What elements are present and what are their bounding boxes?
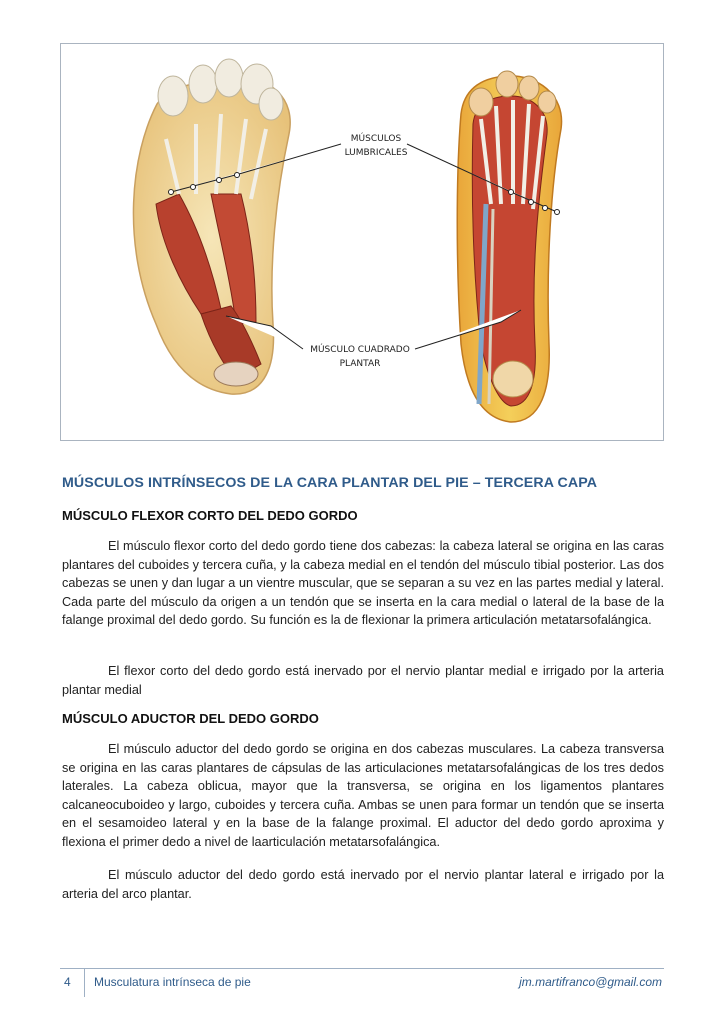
label-lumbricales-line2: LUMBRICALES [344, 148, 408, 158]
foot-illustrations [61, 44, 665, 442]
label-cuadrado-plantar [305, 343, 415, 371]
paragraph-flexor-corto-2: El flexor corto del dedo gordo está inervado por el nervio plantar medial e irrigado por la arteria plantar medial [62, 664, 664, 697]
heading-flexor-corto: MÚSCULO FLEXOR CORTO DEL DEDO GORDO [62, 508, 358, 523]
paragraph-aductor-2: El músculo aductor del dedo gordo está inervado por el nervio plantar lateral e irrigado por la arteria del arco plantar. [62, 868, 664, 901]
label-cuadrado-line2: PLANTAR [339, 359, 381, 369]
section-title: MÚSCULOS INTRÍNSECOS DE LA CARA PLANTAR DEL PIE – TERCERA CAPA [62, 475, 598, 491]
heading-aductor: MÚSCULO ADUCTOR DEL DEDO GORDO [62, 711, 319, 726]
paragraph-flexor-corto-1: El músculo flexor corto del dedo gordo tiene dos cabezas: la cabeza lateral se origina en las caras plantares del cuboides y tercera cuña, y la cabeza medial en el tendón del músculo tibial posterior. Las dos cabezas se unen y dan lugar a un vientre muscular, que se separan a su vez en las partes medial y lateral. Cada parte del músculo da origen a un tendón que se inserta en la cara medial o lateral de la base de la falange proximal del dedo gordo. Su función es la de flexionar la primera articulación metatarsofalángica. [62, 539, 664, 628]
paragraph-aductor-1: El músculo aductor del dedo gordo se origina en dos cabezas musculares. La cabeza transversa se origina en las caras plantares de cápsulas de las articulaciones metatarsofalángicas de los tres dedos laterales. La cabeza oblicua, mayor que la transversa, se origina en los ligamentos plantares calcaneocuboideo y largo, cuboides y tercera cuña. Ambas se unen para formar un tendón que se inserta en el sesamoideo lateral y en la base de la falange proximal. El aductor del dedo gordo aproxima y flexiona el primer dedo a nivel de laarticulación metatarsofalángica. [62, 742, 664, 849]
footer-title: Musculatura intrínseca de pie [94, 975, 251, 989]
anatomy-figure [60, 43, 664, 441]
footer-divider [60, 968, 664, 969]
left-foot-illustration [133, 59, 290, 394]
right-foot-illustration [457, 71, 561, 422]
footer-separator [84, 969, 85, 997]
label-lumbricales [336, 132, 416, 160]
label-cuadrado-line1: MÚSCULO CUADRADO [310, 345, 410, 355]
page-number: 4 [64, 975, 71, 989]
footer-email: jm.martifranco@gmail.com [519, 975, 662, 989]
label-lumbricales-line1: MÚSCULOS [350, 134, 402, 144]
